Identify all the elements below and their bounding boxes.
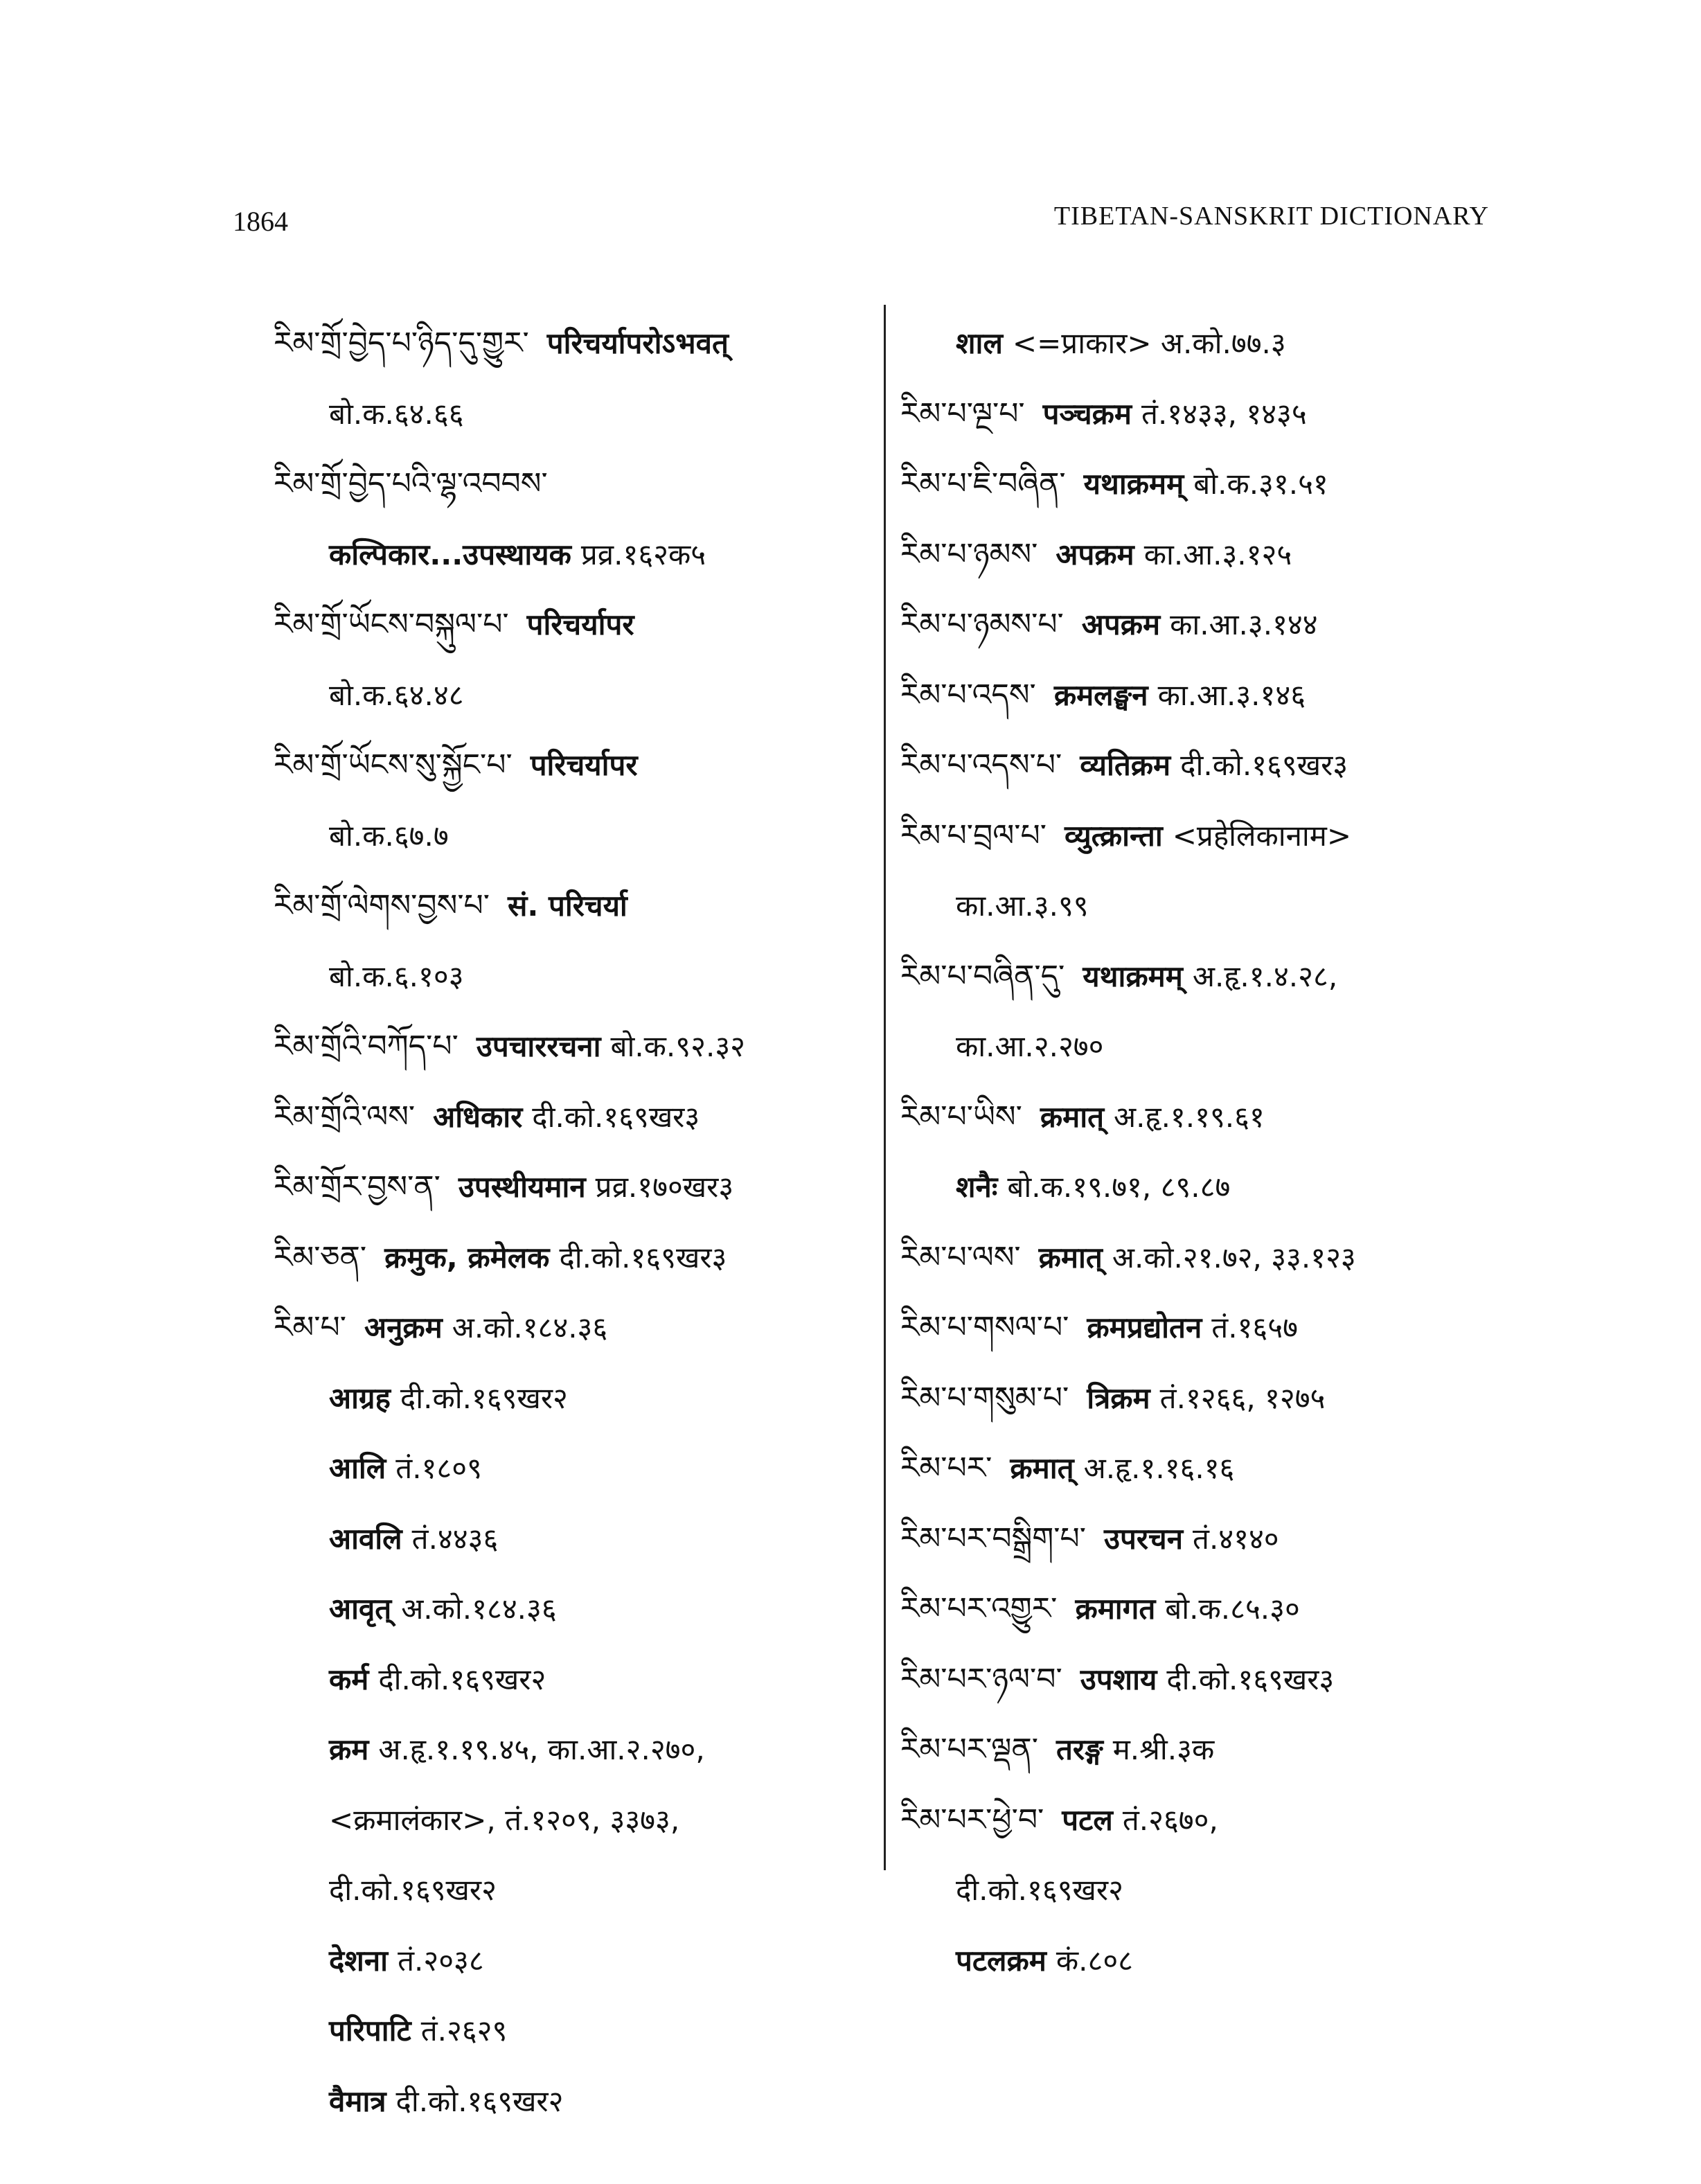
dictionary-entry-line <box>274 1433 883 1504</box>
tibetan-headword: རིམ་པ་བྲལ་པ་ <box>900 817 1047 853</box>
dictionary-entry-line <box>900 871 1544 941</box>
dictionary-entry-line <box>274 871 883 941</box>
source-reference: तं.४१४० <box>1193 1521 1279 1556</box>
sanskrit-equivalent: पञ्चक्रम <box>1042 396 1132 431</box>
tibetan-headword: རིམ་གྲོ་ཡོངས་སུ་སྐྱོང་པ་ <box>274 747 513 783</box>
sanskrit-equivalent: पटलक्रम <box>956 1943 1047 1978</box>
dictionary-entry-line <box>274 520 883 590</box>
sanskrit-equivalent: परिचर्यापर <box>530 748 638 782</box>
source-reference: तं.२६२९ <box>420 2014 508 2048</box>
source-reference: अ.हृ.१.१९.४५, का.आ.२.२७०, <box>378 1732 705 1766</box>
source-reference: बो.क.६४.६६ <box>329 396 464 431</box>
source-reference: का.आ.२.२७० <box>956 1029 1104 1063</box>
tibetan-headword: རིམ་པ་འདས་ <box>900 677 1036 713</box>
tibetan-headword: རིམ་པ་ཉམས་ <box>900 536 1038 572</box>
sanskrit-equivalent: उपशाय <box>1080 1662 1157 1696</box>
sanskrit-equivalent: अधिकार <box>433 1099 523 1134</box>
sanskrit-equivalent: पटल <box>1062 1802 1113 1837</box>
source-reference: <=प्राकार> अ.को.७७.३ <box>1012 326 1286 360</box>
sanskrit-equivalent: शाल <box>956 326 1003 360</box>
sanskrit-equivalent: आवलि <box>329 1521 402 1556</box>
tibetan-headword: རིམ་པར་ <box>900 1450 992 1486</box>
dictionary-entry-line <box>274 379 883 450</box>
dictionary-entry-line <box>900 941 1544 1012</box>
sanskrit-equivalent: अपक्रम <box>1056 537 1134 571</box>
sanskrit-equivalent: आवृत् <box>329 1592 392 1626</box>
source-reference: तं.२०३८ <box>398 1943 484 1978</box>
source-reference: प्रव्र.१७०खर३ <box>595 1170 734 1204</box>
dictionary-entry-line <box>274 1574 883 1644</box>
source-reference: <क्रमालंकार>, तं.१२०९, ३३७३, <box>329 1802 680 1837</box>
dictionary-entry-line <box>900 1926 1544 1996</box>
dictionary-entry-line <box>900 1293 1544 1363</box>
source-reference: का.आ.३.१२५ <box>1143 537 1292 571</box>
right-column <box>900 308 1544 1996</box>
source-reference: दी.को.१६९खर३ <box>559 1240 727 1275</box>
dictionary-entry-line <box>274 1504 883 1574</box>
dictionary-entry-line <box>274 941 883 1012</box>
sanskrit-equivalent: देशना <box>329 1943 389 1978</box>
dictionary-entry-line <box>900 1082 1544 1153</box>
dictionary-entry-line <box>900 379 1544 450</box>
tibetan-headword: རིམ་གྲོ་བྱེད་པ་ཉིད་དུ་གྱུར་ <box>274 326 529 361</box>
tibetan-headword: རིམ་པ་ཉམས་པ་ <box>900 607 1064 642</box>
sanskrit-equivalent: क्रमुक, क्रमेलक <box>384 1240 550 1275</box>
dictionary-entry-line <box>274 1714 883 1785</box>
source-reference: तं.१४३३, १४३५ <box>1141 396 1307 431</box>
sanskrit-equivalent: तरङ्ग <box>1056 1732 1103 1766</box>
tibetan-headword: རིམ་པ་ཡིས་ <box>900 1099 1022 1135</box>
page-number: 1864 <box>233 206 288 237</box>
source-reference: <प्रहेलिकानाम> <box>1172 818 1352 853</box>
sanskrit-equivalent: क्रमागत <box>1075 1592 1156 1626</box>
dictionary-entry-line <box>900 449 1544 520</box>
tibetan-headword: རིམ་པ་ཇི་བཞིན་ <box>900 466 1066 501</box>
dictionary-entry-line <box>900 1152 1544 1223</box>
source-reference: अ.को.१८४.३६ <box>401 1592 557 1626</box>
sanskrit-equivalent: वैमात्र <box>329 2084 386 2118</box>
source-reference: का.आ.३.१४६ <box>1157 677 1306 712</box>
dictionary-entry-line <box>274 1644 883 1715</box>
source-reference: दी.को.१६९खर२ <box>395 2084 564 2118</box>
dictionary-entry-line <box>900 801 1544 871</box>
dictionary-entry-line <box>274 660 883 731</box>
source-reference: अ.को.१८४.३६ <box>452 1311 608 1344</box>
sanskrit-equivalent: अनुक्रम <box>364 1311 443 1344</box>
sanskrit-equivalent: शनैः <box>956 1170 998 1204</box>
dictionary-entry-line <box>274 1011 883 1082</box>
dictionary-entry-line <box>274 730 883 801</box>
source-reference: अ.हृ.१.१६.१६ <box>1083 1451 1235 1485</box>
source-reference: बो.क.६.१०३ <box>329 959 464 993</box>
sanskrit-equivalent: उपचाररचना <box>476 1029 601 1063</box>
sanskrit-equivalent: त्रिक्रम <box>1087 1380 1150 1415</box>
source-reference: दी.को.१६९खर२ <box>956 1873 1123 1907</box>
sanskrit-equivalent: क्रम <box>329 1732 369 1766</box>
sanskrit-equivalent: क्रमलङ्घन <box>1053 677 1148 712</box>
dictionary-entry-line <box>274 308 883 379</box>
sanskrit-equivalent: व्यतिक्रम <box>1080 748 1171 782</box>
sanskrit-equivalent: आलि <box>329 1451 386 1485</box>
source-reference: बो.क.८५.३० <box>1165 1592 1300 1626</box>
sanskrit-equivalent: सं. परिचर्या <box>508 889 627 923</box>
dictionary-entry-line <box>900 1433 1544 1504</box>
source-reference: तं.२६७०, <box>1122 1802 1218 1837</box>
tibetan-headword: རིམ་པ་ལྔ་པ་ <box>900 396 1025 432</box>
tibetan-headword: རིམ་པར་ལྡན་ <box>900 1732 1038 1767</box>
dictionary-entry-line <box>900 1363 1544 1434</box>
left-column <box>274 308 883 2136</box>
dictionary-entry-line <box>274 2066 883 2137</box>
sanskrit-equivalent: कर्म <box>329 1662 369 1696</box>
tibetan-headword: རིམ་པ་བཞིན་དུ་ <box>900 958 1065 994</box>
sanskrit-equivalent: अपक्रम <box>1081 607 1161 641</box>
source-reference: दी.को.१६९खर२ <box>378 1662 546 1696</box>
sanskrit-equivalent: परिपाटि <box>329 2014 411 2048</box>
dictionary-entry-line <box>274 1855 883 1926</box>
source-reference: प्रव्र.१६२क५ <box>580 537 706 571</box>
source-reference: अ.हृ.१.१९.६१ <box>1114 1099 1265 1134</box>
source-reference: अ.को.२१.७२, ३३.१२३ <box>1112 1240 1356 1275</box>
dictionary-entry-line <box>274 1082 883 1153</box>
sanskrit-equivalent: उपस्थीयमान <box>458 1170 586 1204</box>
tibetan-headword: རིམ་ཅན་ <box>274 1239 367 1275</box>
tibetan-headword: རིམ་གྲོའི་བཀོད་པ་ <box>274 1029 458 1064</box>
dictionary-entry-line <box>274 1926 883 1996</box>
source-reference: तं.१६५७ <box>1211 1311 1298 1344</box>
dictionary-entry-line <box>900 1504 1544 1574</box>
source-reference: बो.क.१९.७१, ८९.८७ <box>1007 1170 1231 1204</box>
source-reference: तं.१२६६, १२७५ <box>1159 1380 1326 1415</box>
tibetan-headword: རིམ་པ་གསུམ་པ་ <box>900 1380 1069 1416</box>
dictionary-entry-line <box>900 660 1544 731</box>
source-reference: अ.हृ.१.४.२८, <box>1192 959 1338 993</box>
source-reference: का.आ.३.९९ <box>956 889 1089 923</box>
source-reference: का.आ.३.१४४ <box>1170 607 1318 641</box>
tibetan-headword: རིམ་གྲོ་ཡོངས་བསྐུལ་པ་ <box>274 607 509 642</box>
source-reference: म.श्री.३क <box>1112 1732 1215 1766</box>
source-reference: बो.क.६४.४८ <box>329 677 464 712</box>
dictionary-entry-line <box>274 1152 883 1223</box>
column-divider <box>884 305 886 1870</box>
tibetan-headword: རིམ་པ་ <box>274 1310 346 1345</box>
dictionary-entry-line <box>274 1785 883 1856</box>
dictionary-entry-line <box>900 589 1544 660</box>
dictionary-entry-line <box>900 1714 1544 1785</box>
source-reference: दी.को.१६९खर३ <box>532 1099 700 1134</box>
dictionary-entry-line <box>274 801 883 871</box>
source-reference: तं.४४३६ <box>411 1521 499 1556</box>
tibetan-headword: རིམ་གྲོའི་ལས་ <box>274 1099 416 1135</box>
sanskrit-equivalent: परिचर्यापरोऽभवत् <box>546 326 729 360</box>
dictionary-entry-line <box>900 1011 1544 1082</box>
source-reference: दी.को.१६९खर२ <box>400 1380 568 1415</box>
source-reference: दी.को.१६९खर२ <box>329 1873 497 1907</box>
dictionary-entry-line <box>274 1223 883 1293</box>
tibetan-headword: རིམ་པ་འདས་པ་ <box>900 747 1062 783</box>
sanskrit-equivalent: यथाक्रमम् <box>1083 467 1184 501</box>
sanskrit-equivalent: परिचर्यापर <box>526 607 634 641</box>
dictionary-entry-line <box>900 1644 1544 1715</box>
tibetan-headword: རིམ་པར་འགྱུར་ <box>900 1591 1058 1626</box>
sanskrit-equivalent: क्रमात् <box>1038 1240 1103 1275</box>
source-reference: कं.८०८ <box>1056 1943 1134 1978</box>
tibetan-headword: རིམ་གྲོ་ལེགས་བྱས་པ་ <box>274 888 490 923</box>
dictionary-entry-line <box>274 449 883 520</box>
dictionary-entry-line <box>900 1574 1544 1644</box>
source-reference: बो.क.३१.५१ <box>1193 467 1328 501</box>
tibetan-headword: རིམ་པར་ཕྱེ་བ་ <box>900 1802 1044 1838</box>
sanskrit-equivalent: यथाक्रमम् <box>1083 959 1183 993</box>
dictionary-entry-line <box>900 1855 1544 1926</box>
tibetan-headword: རིམ་གྲོ་བྱེད་པའི་ལྷ་འབབས་ <box>274 466 548 501</box>
sanskrit-equivalent: क्रमात् <box>1010 1451 1074 1485</box>
dictionary-entry-line <box>900 730 1544 801</box>
dictionary-entry-line <box>900 1223 1544 1293</box>
dictionary-entry-line <box>274 589 883 660</box>
sanskrit-equivalent: आग्रह <box>329 1380 391 1415</box>
running-head: TIBETAN-SANSKRIT DICTIONARY <box>1053 202 1489 231</box>
source-reference: दी.को.१६९खर३ <box>1166 1662 1335 1696</box>
dictionary-entry-line <box>274 1293 883 1363</box>
source-reference: दी.को.१६९खर३ <box>1180 748 1348 782</box>
sanskrit-equivalent: क्रमप्रद्योतन <box>1087 1311 1202 1344</box>
sanskrit-equivalent: कल्पिकार...उपस्थायक <box>329 537 571 571</box>
tibetan-headword: རིམ་པ་ལས་ <box>900 1239 1021 1275</box>
dictionary-entry-line <box>274 1996 883 2066</box>
sanskrit-equivalent: उपरचन <box>1103 1521 1183 1556</box>
source-reference: तं.१८०९ <box>395 1451 482 1485</box>
dictionary-entry-line <box>900 1785 1544 1856</box>
tibetan-headword: རིམ་པར་ཉལ་བ་ <box>900 1661 1062 1697</box>
sanskrit-equivalent: क्रमात् <box>1040 1099 1105 1134</box>
tibetan-headword: རིམ་གྲོར་བྱས་ན་ <box>274 1169 440 1205</box>
dictionary-entry-line <box>900 308 1544 379</box>
tibetan-headword: རིམ་པ་གསལ་པ་ <box>900 1310 1069 1345</box>
dictionary-entry-line <box>900 520 1544 590</box>
tibetan-headword: རིམ་པར་བསྒྲིག་པ་ <box>900 1520 1086 1556</box>
dictionary-entry-line <box>274 1363 883 1434</box>
sanskrit-equivalent: व्युत्क्रान्ता <box>1064 818 1163 853</box>
source-reference: बो.क.६७.७ <box>329 818 449 853</box>
source-reference: बो.क.९२.३२ <box>610 1029 745 1063</box>
